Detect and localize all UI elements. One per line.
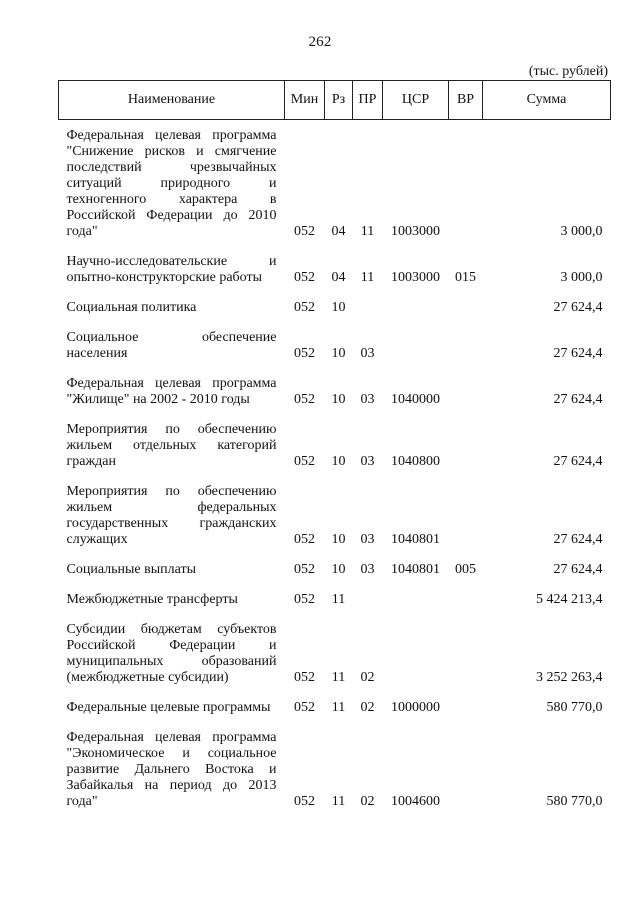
row-pr <box>353 292 383 322</box>
row-min: 052 <box>294 794 315 809</box>
budget-table-wrapper <box>58 80 610 816</box>
row-name: Мероприятия по обеспечению жильем федеральных государственных гражданских служащих <box>66 484 277 547</box>
row-csr: 1000000 <box>391 700 440 715</box>
row-name: Федеральная целевая программа "Жилище" на 2002 - 2010 годы <box>66 376 277 407</box>
table-row <box>59 554 611 584</box>
row-sum: 580 770,0 <box>546 794 603 809</box>
row-rz: 11 <box>331 670 346 685</box>
row-rz: 11 <box>331 592 346 607</box>
row-csr: 1040800 <box>391 454 440 469</box>
row-pr: 11 <box>360 224 375 239</box>
table-body <box>59 120 611 817</box>
row-min: 052 <box>294 300 315 315</box>
table-header <box>59 81 611 120</box>
table-row <box>59 584 611 614</box>
row-vr <box>449 692 483 722</box>
header-rz: Рз <box>325 81 353 120</box>
row-vr <box>449 368 483 414</box>
row-sum: 27 624,4 <box>553 532 603 547</box>
row-name: Социальное обеспечение населения <box>66 330 277 361</box>
row-rz: 10 <box>331 454 346 469</box>
budget-table <box>58 80 611 816</box>
row-min: 052 <box>294 532 315 547</box>
header-row <box>59 81 611 120</box>
row-sum: 27 624,4 <box>553 300 603 315</box>
row-rz: 11 <box>331 700 346 715</box>
row-min: 052 <box>294 392 315 407</box>
row-sum: 3 000,0 <box>560 270 603 285</box>
row-pr: 03 <box>360 346 375 361</box>
row-csr <box>383 292 449 322</box>
row-vr <box>449 292 483 322</box>
row-vr <box>449 414 483 476</box>
row-sum: 580 770,0 <box>546 700 603 715</box>
row-sum: 27 624,4 <box>553 454 603 469</box>
row-name: Субсидии бюджетам субъектов Российской Федерации и муниципальных образований (межбюджетные субсидии) <box>66 622 277 685</box>
table-row <box>59 722 611 816</box>
table-row <box>59 246 611 292</box>
table-row <box>59 120 611 247</box>
row-name: Социальные выплаты <box>66 562 197 577</box>
table-row <box>59 414 611 476</box>
table-row <box>59 292 611 322</box>
row-name: Социальная политика <box>66 300 197 315</box>
row-sum: 27 624,4 <box>553 392 603 407</box>
table-row <box>59 368 611 414</box>
row-sum: 27 624,4 <box>553 562 603 577</box>
row-rz: 10 <box>331 392 346 407</box>
row-vr <box>449 476 483 554</box>
row-vr <box>449 120 483 247</box>
row-csr: 1040801 <box>391 532 440 547</box>
row-rz: 10 <box>331 300 346 315</box>
row-csr <box>383 584 449 614</box>
row-pr: 03 <box>360 562 375 577</box>
row-rz: 10 <box>331 346 346 361</box>
row-name: Научно-исследовательские и опытно-конструкторские работы <box>66 254 277 285</box>
row-vr <box>449 584 483 614</box>
row-csr: 1004600 <box>391 794 440 809</box>
row-sum: 5 424 213,4 <box>536 592 603 607</box>
row-min: 052 <box>294 224 315 239</box>
row-vr <box>449 614 483 692</box>
row-name: Межбюджетные трансферты <box>66 592 238 607</box>
row-pr: 11 <box>360 270 375 285</box>
header-min: Мин <box>285 81 325 120</box>
header-name: Наименование <box>59 81 285 120</box>
row-pr <box>353 584 383 614</box>
row-vr: 005 <box>455 562 476 577</box>
row-vr <box>449 322 483 368</box>
row-csr: 1040801 <box>391 562 440 577</box>
row-csr: 1040000 <box>391 392 440 407</box>
row-rz: 11 <box>331 794 346 809</box>
row-pr: 03 <box>360 532 375 547</box>
header-pr: ПР <box>353 81 383 120</box>
row-sum: 27 624,4 <box>553 346 603 361</box>
row-pr: 02 <box>360 700 375 715</box>
row-csr: 1003000 <box>391 270 440 285</box>
row-vr <box>449 722 483 816</box>
row-min: 052 <box>294 700 315 715</box>
row-name: Мероприятия по обеспечению жильем отдельных категорий граждан <box>66 422 277 469</box>
table-row <box>59 692 611 722</box>
row-csr <box>383 614 449 692</box>
row-rz: 10 <box>331 532 346 547</box>
header-sum: Сумма <box>483 81 611 120</box>
row-csr <box>383 322 449 368</box>
row-csr: 1003000 <box>391 224 440 239</box>
row-min: 052 <box>294 670 315 685</box>
row-min: 052 <box>294 454 315 469</box>
row-pr: 02 <box>360 670 375 685</box>
row-min: 052 <box>294 270 315 285</box>
units-label: (тыс. рублей) <box>528 64 608 79</box>
header-vr: ВР <box>449 81 483 120</box>
row-vr: 015 <box>455 270 476 285</box>
row-sum: 3 252 263,4 <box>536 670 603 685</box>
row-name: Федеральная целевая программа "Экономическое и социальное развитие Дальнего Востока и Забайкалья на период до 2013 года" <box>66 730 277 809</box>
row-pr: 02 <box>360 794 375 809</box>
row-min: 052 <box>294 346 315 361</box>
row-name: Федеральная целевая программа "Снижение рисков и смягчение последствий чрезвычайных ситуаций природного и техногенного характера в Российской Федерации до 2010 года" <box>66 128 277 239</box>
row-rz: 04 <box>331 270 346 285</box>
row-min: 052 <box>294 592 315 607</box>
row-min: 052 <box>294 562 315 577</box>
table-row <box>59 322 611 368</box>
row-rz: 04 <box>331 224 346 239</box>
page-number: 262 <box>308 34 332 50</box>
row-rz: 10 <box>331 562 346 577</box>
header-csr: ЦСР <box>383 81 449 120</box>
table-row <box>59 614 611 692</box>
row-sum: 3 000,0 <box>560 224 603 239</box>
row-pr: 03 <box>360 392 375 407</box>
row-name: Федеральные целевые программы <box>66 700 271 715</box>
row-pr: 03 <box>360 454 375 469</box>
table-row <box>59 476 611 554</box>
